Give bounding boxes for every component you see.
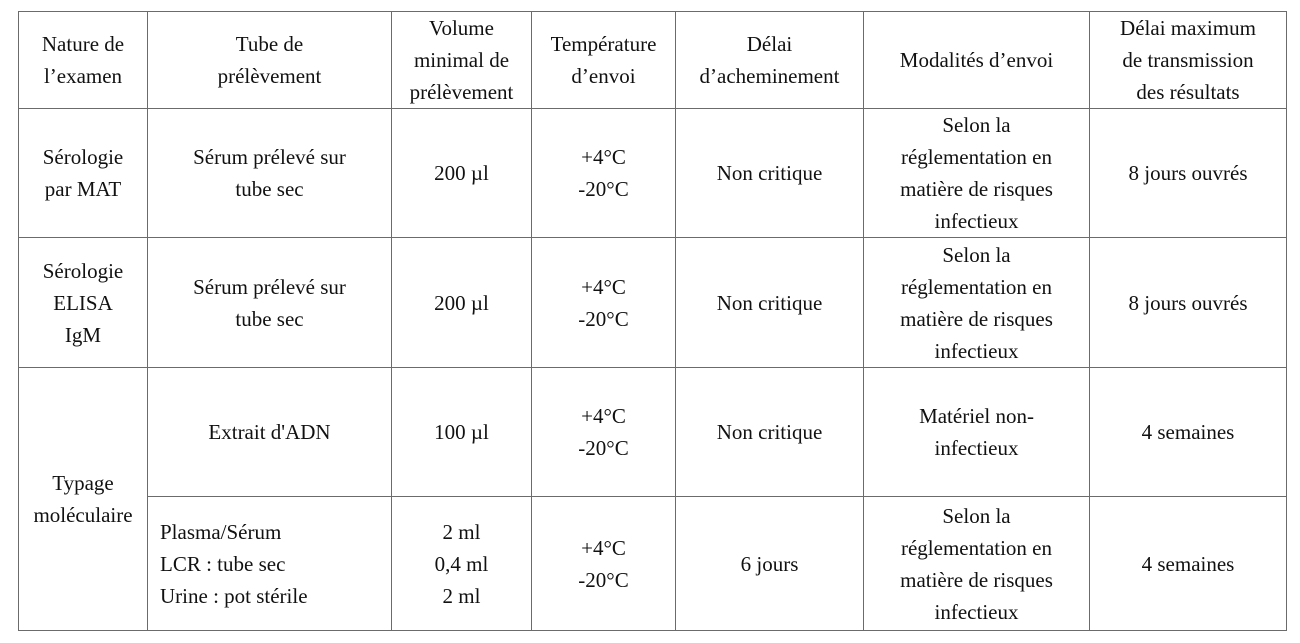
nature-cell: Sérologie ELISA IgM [19,238,148,368]
delai-cell: 6 jours [676,497,864,631]
modalites-cell: Selon la réglementation en matière de risques infectieux [864,497,1090,631]
tube-cell: Plasma/Sérum LCR : tube sec Urine : pot stérile [148,497,392,631]
tube-cell: Extrait d'ADN [148,368,392,497]
delai-cell: Non critique [676,109,864,238]
tube-cell: Sérum prélevé sur tube sec [148,238,392,368]
volume-cell: 100 µl [392,368,532,497]
modalites-cell: Selon la réglementation en matière de risques infectieux [864,109,1090,238]
delai-cell: Non critique [676,238,864,368]
table-row [19,368,1287,497]
header-temperature: Température d’envoi [532,12,676,109]
volume-cell: 200 µl [392,109,532,238]
temperature-cell: +4°C -20°C [532,238,676,368]
nature-cell: Sérologie par MAT [19,109,148,238]
resultats-cell: 8 jours ouvrés [1090,238,1287,368]
header-resultats: Délai maximum de transmission des résultats [1090,12,1287,109]
header-modalites: Modalités d’envoi [864,12,1090,109]
resultats-cell: 4 semaines [1090,497,1287,631]
resultats-cell: 8 jours ouvrés [1090,109,1287,238]
specimen-table [18,11,1287,631]
table-row [19,238,1287,368]
header-delai: Délai d’acheminement [676,12,864,109]
header-tube: Tube de prélèvement [148,12,392,109]
table-row [19,497,1287,631]
table-row [19,109,1287,238]
nature-cell: Typage moléculaire [19,368,148,631]
header-row [19,12,1287,109]
volume-cell: 200 µl [392,238,532,368]
delai-cell: Non critique [676,368,864,497]
tube-cell: Sérum prélevé sur tube sec [148,109,392,238]
resultats-cell: 4 semaines [1090,368,1287,497]
header-nature: Nature de l’examen [19,12,148,109]
modalites-cell: Selon la réglementation en matière de risques infectieux [864,238,1090,368]
volume-cell: 2 ml 0,4 ml 2 ml [392,497,532,631]
modalites-cell: Matériel non- infectieux [864,368,1090,497]
temperature-cell: +4°C -20°C [532,368,676,497]
temperature-cell: +4°C -20°C [532,109,676,238]
temperature-cell: +4°C -20°C [532,497,676,631]
header-volume: Volume minimal de prélèvement [392,12,532,109]
